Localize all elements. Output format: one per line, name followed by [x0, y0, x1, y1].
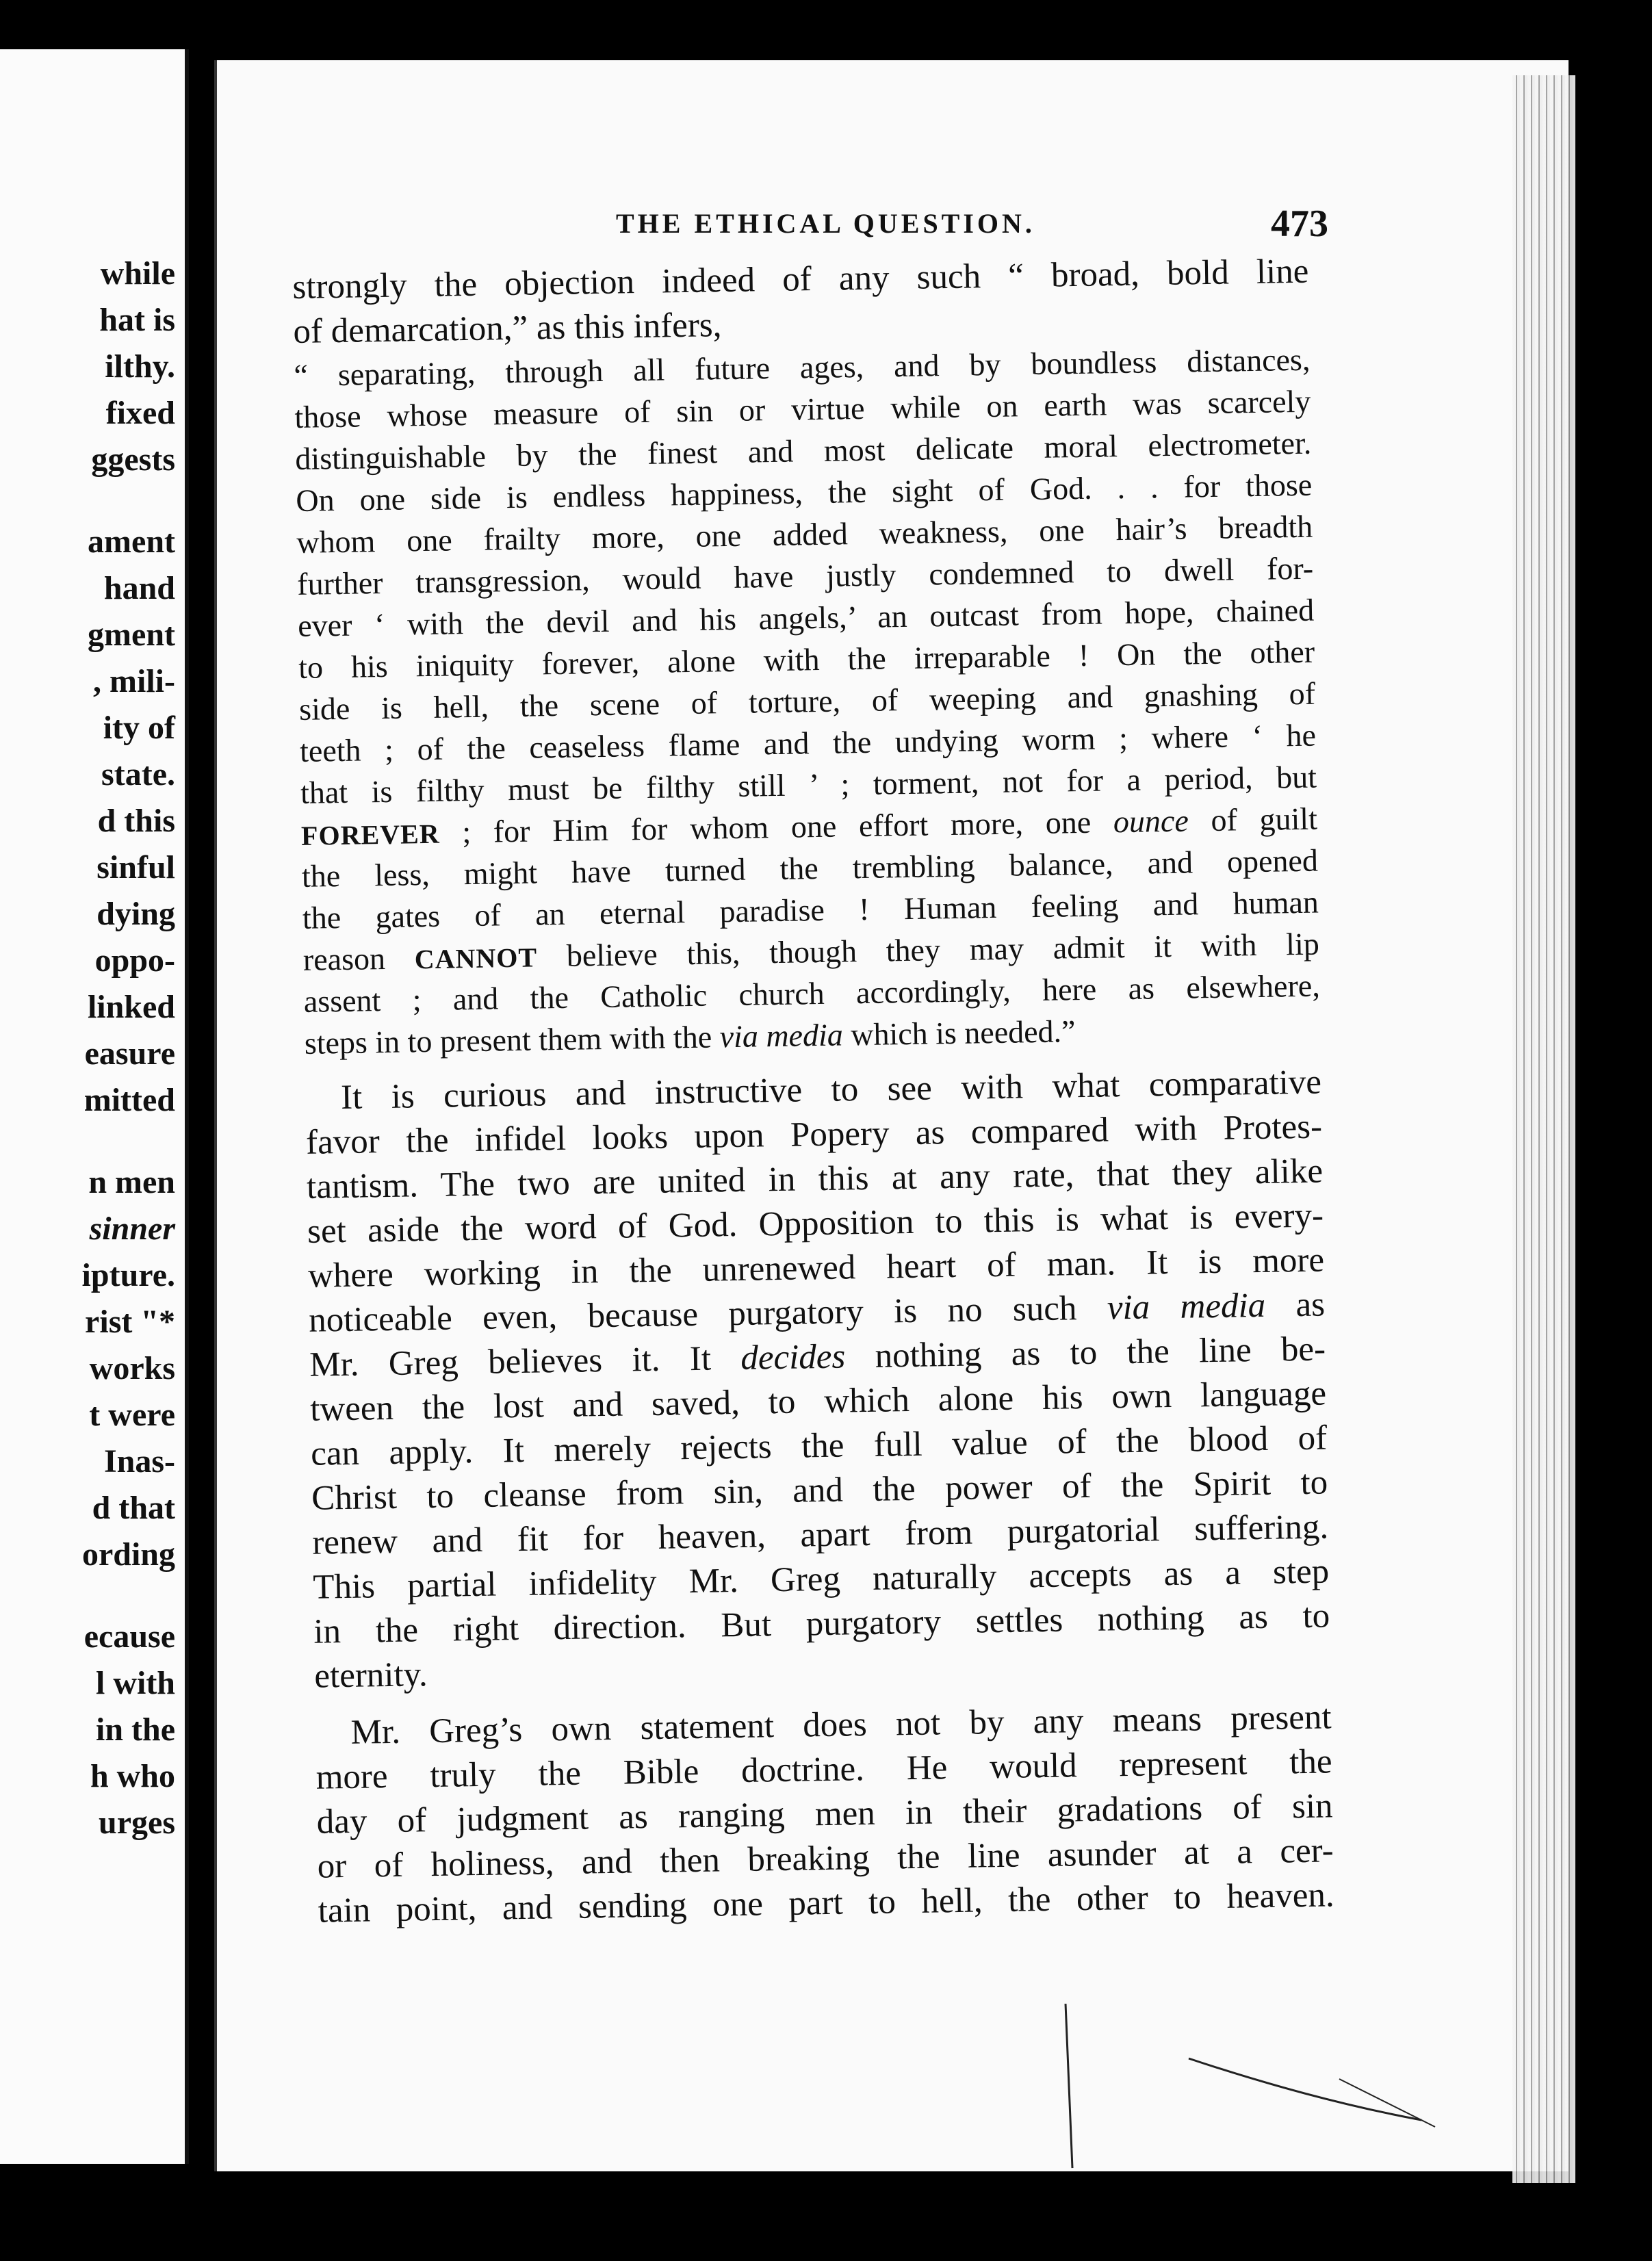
- small-caps-forever: FOREVER: [300, 818, 440, 851]
- left-page-line: fixed: [105, 395, 175, 431]
- text-line: those whose measure of sin or virtue while on earth was scarcely: [294, 383, 1311, 435]
- text-line: that is filthy must be filthy still ’ ; torment, not for a period, but: [300, 759, 1317, 810]
- text-line: steps in to present them with the via media which is needed.”: [304, 1013, 1076, 1061]
- left-page-line: sinful: [96, 849, 175, 886]
- left-page-line: state.: [101, 756, 175, 792]
- italic-ounce: ounce: [1113, 803, 1189, 840]
- text-line: of demarcation,” as this infers,: [293, 306, 722, 351]
- left-page-line: hand: [103, 570, 175, 606]
- left-page-line: ity of: [103, 710, 175, 746]
- left-page-line: Inas-: [103, 1443, 175, 1480]
- text-line: reason CANNOT believe this, though they may admit it with lip: [302, 926, 1320, 977]
- left-page-line: l with: [95, 1665, 175, 1701]
- text-line: tain point, and sending one part to hell, the other to heaven.: [318, 1876, 1335, 1930]
- text-line: the gates of an eternal paradise ! Human feeling and human: [302, 884, 1319, 935]
- text-line: On one side is endless happiness, the sight of God. . . for those: [295, 467, 1313, 518]
- text-line: side is hell, the scene of torture, of weeping and gnashing of: [298, 675, 1316, 727]
- left-page-line: works: [89, 1350, 175, 1386]
- text-line: teeth ; of the ceaseless flame and the undying worm ; where ‘ he: [299, 717, 1317, 768]
- left-page-line: gment: [88, 617, 175, 653]
- running-head: THE ETHICAL QUESTION.: [616, 208, 1035, 239]
- text-line: strongly the objection indeed of any such “ broad, bold line: [292, 252, 1309, 307]
- text-line: to his iniquity forever, alone with the irreparable ! On the other: [298, 634, 1315, 685]
- text-line: ever ‘ with the devil and his angels,’ an outcast from hope, chained: [297, 592, 1315, 643]
- left-page-line: linked: [87, 989, 175, 1025]
- left-page-line: n men: [88, 1164, 175, 1200]
- paragraph-continuation: [292, 250, 1310, 354]
- left-page-line: sinner: [89, 1211, 175, 1247]
- italic-via-media: via media: [1107, 1286, 1266, 1328]
- italic-decides: decides: [740, 1337, 846, 1378]
- left-page-line: oppo-: [94, 942, 175, 979]
- text-line: the less, might have turned the trembling balance, and opened: [301, 842, 1319, 894]
- text-line: distinguishable by the finest and most delicate moral electrometer.: [295, 425, 1312, 476]
- left-page-line: , mili-: [93, 663, 175, 699]
- left-page-line: ilthy.: [105, 348, 175, 385]
- left-page-line: in the: [95, 1711, 175, 1748]
- text-line: day of judgment as ranging men in their gradations of sin: [316, 1787, 1333, 1842]
- left-page-line: h who: [90, 1758, 175, 1794]
- text-line: or of holiness, and then breaking the line asunder at a cer-: [317, 1831, 1334, 1886]
- left-page-line: while: [100, 255, 175, 292]
- text-line: in the right direction. But purgatory settles nothing as to: [313, 1597, 1330, 1651]
- page-number: 473: [1271, 203, 1328, 245]
- left-page-line: ament: [88, 524, 175, 560]
- text-line: more truly the Bible doctrine. He would represent the: [315, 1742, 1332, 1797]
- text-line: renew and fit for heaven, apart from purgatorial suffering.: [311, 1508, 1329, 1562]
- left-page-line: ecause: [83, 1618, 175, 1655]
- left-page-line: mitted: [83, 1082, 175, 1118]
- page-text: [292, 250, 1334, 1934]
- left-page-line: d this: [97, 803, 175, 839]
- text-line: assent ; and the Catholic church accordingly, here as elsewhere,: [303, 968, 1321, 1019]
- left-page-line: hat is: [99, 302, 175, 338]
- text-line: can apply. It merely rejects the full value of the blood of: [310, 1419, 1328, 1473]
- left-page-line: d that: [92, 1490, 175, 1526]
- text-line: “ separating, through all future ages, and by boundless distances,: [294, 341, 1311, 393]
- text-line: tantism. The two are united in this at any rate, that they alike: [306, 1152, 1324, 1206]
- left-page-line: easure: [84, 1035, 175, 1072]
- text-line: FOREVER ; for Him for whom one effort more, one ounce of guilt: [300, 801, 1318, 851]
- left-page-line: rist "*: [85, 1304, 175, 1340]
- text-line: Christ to cleanse from sin, and the power of the Spirit to: [311, 1463, 1328, 1518]
- book-page: [214, 60, 1569, 2171]
- text-line: This partial infidelity Mr. Greg naturally accepts as a step: [312, 1552, 1330, 1607]
- text-line: further transgression, would have justly condemned to dwell for-: [296, 550, 1314, 602]
- text-line: tween the lost and saved, to which alone his own language: [309, 1374, 1327, 1429]
- text-line: Mr. Greg believes it. It decides nothing as to the line be-: [309, 1330, 1326, 1384]
- left-page-line: t were: [89, 1397, 175, 1433]
- page-edges: [1512, 75, 1575, 2183]
- text-line: whom one frailty more, one added weakness, one hair’s breadth: [296, 508, 1313, 560]
- left-page-line: ipture.: [81, 1257, 175, 1293]
- paragraph: [305, 1061, 1331, 1699]
- text-line: set aside the word of God. Opposition to this is what is every-: [307, 1196, 1324, 1251]
- left-page-line: urges: [99, 1805, 175, 1841]
- text-line: eternity.: [313, 1655, 428, 1696]
- text-line: where working in the unrenewed heart of man. It is more: [307, 1241, 1325, 1295]
- block-quote: [294, 339, 1321, 1064]
- text-line: favor the infidel looks upon Popery as compared with Protes-: [305, 1107, 1323, 1162]
- text-line: noticeable even, because purgatory is no such via media as: [308, 1285, 1326, 1340]
- left-page-line: dying: [96, 896, 175, 932]
- italic-via-media: via media: [719, 1017, 844, 1055]
- left-page-line: ording: [81, 1536, 175, 1573]
- paragraph: [315, 1695, 1334, 1933]
- small-caps-cannot: CANNOT: [414, 942, 538, 975]
- left-page-line: ggests: [91, 441, 175, 478]
- left-page-fragment: [0, 49, 189, 2164]
- page-header: [217, 203, 1569, 248]
- text-line: It is curious and instructive to see with what comparative: [340, 1063, 1322, 1117]
- text-line: Mr. Greg’s own statement does not by any means present: [350, 1698, 1332, 1752]
